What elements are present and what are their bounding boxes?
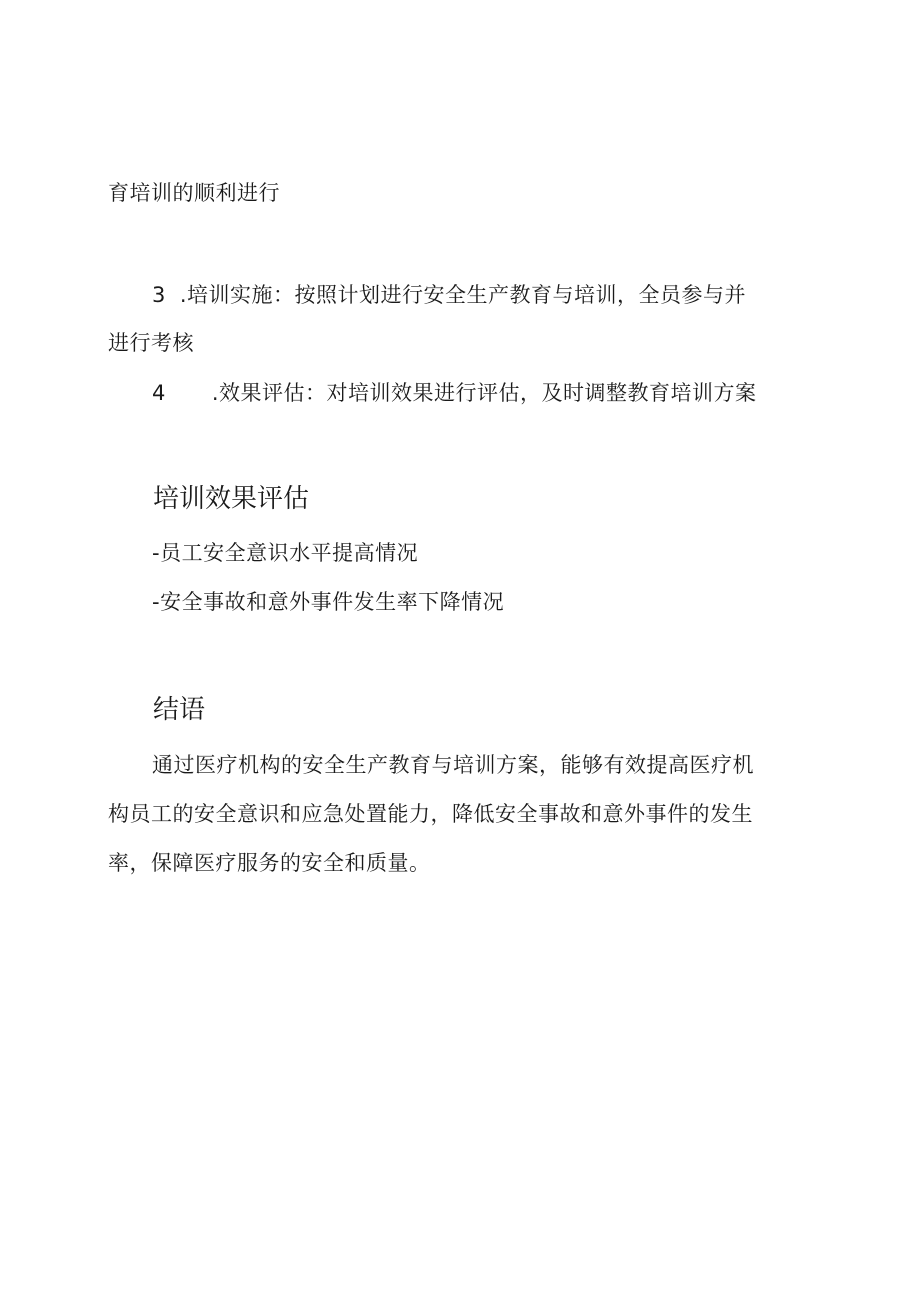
evaluation-item: -员工安全意识水平提高情况 bbox=[152, 541, 419, 565]
evaluation-heading: 培训效果评估 bbox=[153, 484, 310, 514]
step-3-line-2: 进行考核 bbox=[108, 331, 194, 355]
conclusion-line-3: 率，保障医疗服务的安全和质量。 bbox=[108, 851, 431, 875]
step-3-text: .培训实施：按照计划进行安全生产教育与培训，全员参与并 bbox=[179, 283, 747, 307]
evaluation-item: -安全事故和意外事件发生率下降情况 bbox=[152, 590, 505, 614]
step-4-text: .效果评估：对培训效果进行评估，及时调整教育培训方案 bbox=[211, 381, 757, 405]
conclusion-line-2: 构员工的安全意识和应急处置能力，降低安全事故和意外事件的发生 bbox=[108, 802, 753, 826]
conclusion-heading: 结语 bbox=[153, 695, 206, 725]
step-4-line-1 bbox=[152, 378, 757, 408]
continuation-line: 育培训的顺利进行 bbox=[108, 181, 280, 205]
step-4-number: 4 bbox=[152, 381, 166, 405]
step-3-line-1 bbox=[152, 280, 746, 310]
step-3-number: 3 bbox=[152, 283, 166, 307]
conclusion-line-1: 通过医疗机构的安全生产教育与培训方案，能够有效提高医疗机 bbox=[152, 753, 754, 777]
